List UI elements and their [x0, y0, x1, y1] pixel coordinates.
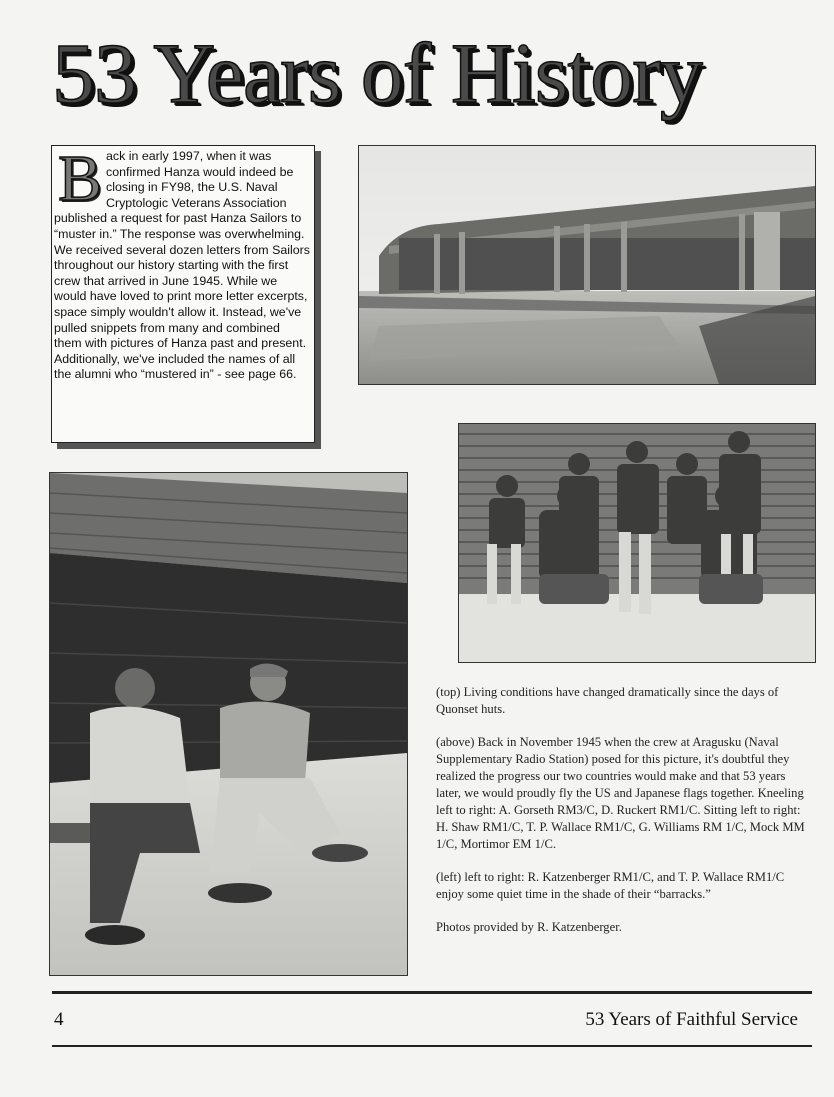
- quonset-huts-photo: [358, 145, 816, 385]
- page-title: 53 Years of History: [52, 25, 702, 121]
- footer-rule-top: [52, 991, 812, 994]
- photo-credit: Photos provided by R. Katzenberger.: [436, 920, 622, 934]
- photo-captions: [436, 684, 806, 952]
- page-number: 4: [54, 1009, 64, 1030]
- caption-above: (above) Back in November 1945 when the crew at Aragusku (Naval Supplementary Radio Station) posed for this picture, it's doubtful they realized the progress our two countries would make and that 53 years later, we would proudly fly the US and Japanese flags together. Kneeling left to right: A. Gorseth RM3/C, D. Ruckert RM1/C. Sitting left to right: H. Shaw RM1/C, T. P. Wallace RM1/C, G. Williams RM 1/C, Mock MM 1/C, Mortimor EM 1/C.: [436, 735, 805, 851]
- footer-rule-bottom: [52, 1045, 812, 1047]
- caption-top: (top) Living conditions have changed dramatically since the days of Quonset huts.: [436, 685, 779, 716]
- crew-group-photo: [458, 423, 816, 663]
- drop-cap: B: [58, 145, 103, 215]
- publication-title: 53 Years of Faithful Service: [585, 1009, 798, 1030]
- intro-text-box: [51, 145, 315, 443]
- intro-paragraph: ack in early 1997, when it was confirmed Hanza would indeed be closing in FY98, the U.S. Naval Cryptologic Veterans Association published a request for past Hanza Sailors to “muster in.” The response was overwhelming. We received several dozen letters from Sailors throughout our history starting with the first crew that arrived in June 1945. While we would have loved to print more letter excerpts, space simply wouldn't allow it. Instead, we've pulled snippets from many and combined them with pictures of Hanza past and present. Additionally, we've included the names of all the alumni who “mustered in” - see page 66.: [54, 149, 310, 382]
- two-sailors-photo: [49, 472, 408, 976]
- caption-left: (left) left to right: R. Katzenberger RM1/C, and T. P. Wallace RM1/C enjoy some quiet time in the shade of their “barracks.”: [436, 870, 785, 901]
